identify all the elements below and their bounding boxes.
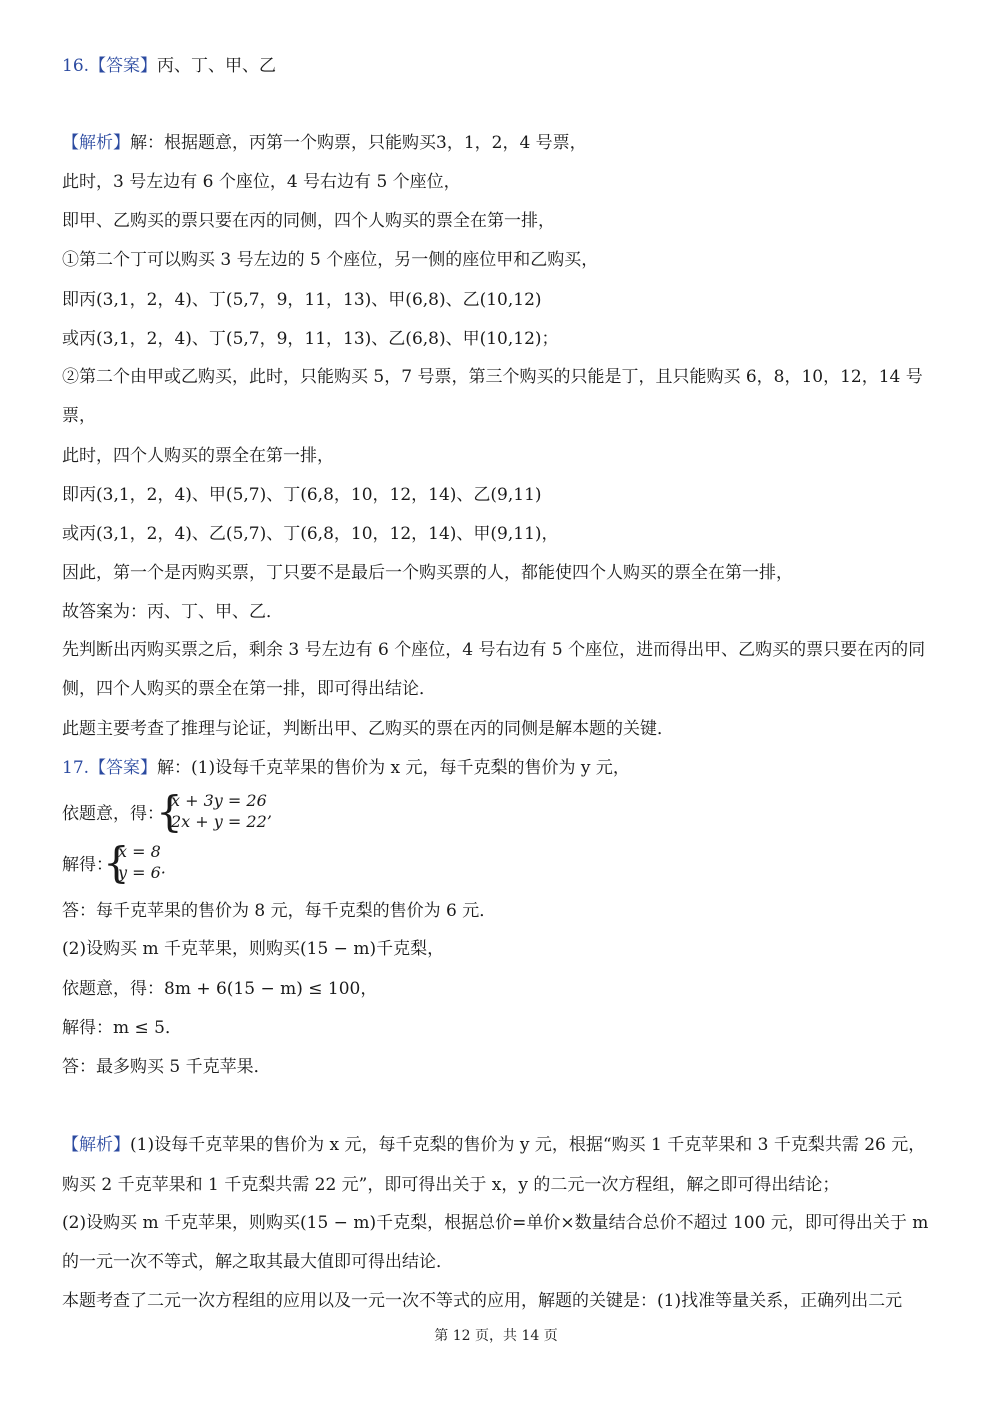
page-footer: 第 12 页，共 14 页 <box>434 1328 558 1344</box>
q16-analysis-line-2: 即甲、乙购买的票只要在丙的同侧，四个人购买的票全在第一排， <box>62 211 555 231</box>
q16-analysis-line-7: 票， <box>62 406 96 426</box>
q17-answer-tag: 【答案】 <box>89 758 158 778</box>
q17-analysis-line-2: (2)设购买 m 千克苹果，则购买(15 − m)千克梨，根据总价=单价×数量结合总价不超过 100 元，即可得出关于 m <box>62 1213 929 1233</box>
q16-analysis-line-12: 故答案为：丙、丁、甲、乙． <box>62 602 283 622</box>
q17-analysis-line-4: 本题考查了二元一次方程组的应用以及一元一次不等式的应用，解题的关键是：(1)找准等量关系，正确列出二元 <box>62 1291 903 1311</box>
q16-analysis-line-4: 即丙(3,1，2，4)、丁(5,7，9，11，13)、甲(6,8)、乙(10,12) <box>62 290 542 310</box>
q17-analysis-line-1: 购买 2 千克苹果和 1 千克梨共需 22 元”，即可得出关于 x，y 的二元一次方程组，解之即可得出结论； <box>62 1175 840 1195</box>
q17-answer-line <box>62 756 630 780</box>
q17-system1-label: 依题意，得： <box>62 804 164 824</box>
q17-line-4: 答：最多购买 5 千克苹果． <box>62 1057 271 1077</box>
q16-answer-line <box>62 54 276 78</box>
q17-line-3: 解得：m ≤ 5． <box>62 1018 182 1038</box>
q17-analysis-line-3: 的一元一次不等式，解之取其最大值即可得出结论． <box>62 1252 453 1272</box>
q17-system1-eq1: x + 3y = 26 <box>171 791 267 810</box>
q16-answer-tag: 【答案】 <box>89 56 158 76</box>
q16-answer-text: 丙、丁、甲、乙 <box>157 56 277 76</box>
q16-analysis-line-5: 或丙(3,1，2，4)、丁(5,7，9，11，13)、乙(6,8)、甲(10,12)； <box>62 329 559 349</box>
q16-analysis-line-13: 先判断出丙购买票之后，剩余 3 号左边有 6 个座位，4 号右边有 5 个座位，进而得出甲、乙购买的票只要在丙的同 <box>62 640 926 660</box>
q17-system2-label: 解得： <box>62 855 113 875</box>
q17-system1-eq2: 2x + y = 22’ <box>171 812 272 831</box>
q17-system2-eq2: y = 6· <box>118 863 166 882</box>
q16-analysis-line-3: ①第二个丁可以购买 3 号左边的 5 个座位，另一侧的座位甲和乙购买， <box>62 250 599 270</box>
q16-analysis-line-10: 或丙(3,1，2，4)、乙(5,7)、丁(6,8，10，12，14)、甲(9,11)， <box>62 524 559 544</box>
q16-number: 16. <box>62 56 90 76</box>
q17-number: 17. <box>62 758 90 778</box>
q17-line-1: (2)设购买 m 千克苹果，则购买(15 − m)千克梨， <box>62 939 445 959</box>
q17-analysis-line-0 <box>62 1133 925 1157</box>
left-brace-icon: { <box>103 838 130 887</box>
q16-analysis-tag: 【解析】 <box>62 133 130 153</box>
q17-first-line: 解：(1)设每千克苹果的售价为 x 元，每千克梨的售价为 y 元， <box>157 758 630 778</box>
q17-line-2: 依题意，得：8m + 6(15 − m) ≤ 100， <box>62 979 378 999</box>
q17-analysis-text: (1)设每千克苹果的售价为 x 元，每千克梨的售价为 y 元，根据“购买 1 千克苹果和 3 千克梨共需 26 元， <box>130 1135 926 1155</box>
q16-analysis-line-9: 即丙(3,1，2，4)、甲(5,7)、丁(6,8，10，12，14)、乙(9,11) <box>62 485 542 505</box>
q16-analysis-line-6: ②第二个由甲或乙购买，此时，只能购买 5，7 号票，第三个购买的只能是丁，且只能购买 6，8，10，12，14 号 <box>62 367 923 387</box>
q16-analysis-line-8: 此时，四个人购买的票全在第一排， <box>62 446 334 466</box>
q16-analysis-line-1: 此时，3 号左边有 6 个座位，4 号右边有 5 个座位， <box>62 172 461 192</box>
q17-analysis-tag: 【解析】 <box>62 1135 130 1155</box>
q16-analysis-line-15: 此题主要考查了推理与论证，判断出甲、乙购买的票在丙的同侧是解本题的关键． <box>62 719 674 739</box>
q16-text: 解：根据题意，丙第一个购票，只能购买3，1，2，4 号票， <box>130 133 587 153</box>
q16-analysis-line-14: 侧，四个人购买的票全在第一排，即可得出结论． <box>62 679 436 699</box>
left-brace-icon: { <box>156 787 183 836</box>
q17-line-0: 答：每千克苹果的售价为 8 元，每千克梨的售价为 6 元． <box>62 901 497 921</box>
q17-system2-eq1: x = 8 <box>118 842 161 861</box>
q16-analysis-line-11: 因此，第一个是丙购买票，丁只要不是最后一个购买票的人，都能使四个人购买的票全在第一排， <box>62 563 793 583</box>
q16-analysis-line-0 <box>62 131 587 155</box>
